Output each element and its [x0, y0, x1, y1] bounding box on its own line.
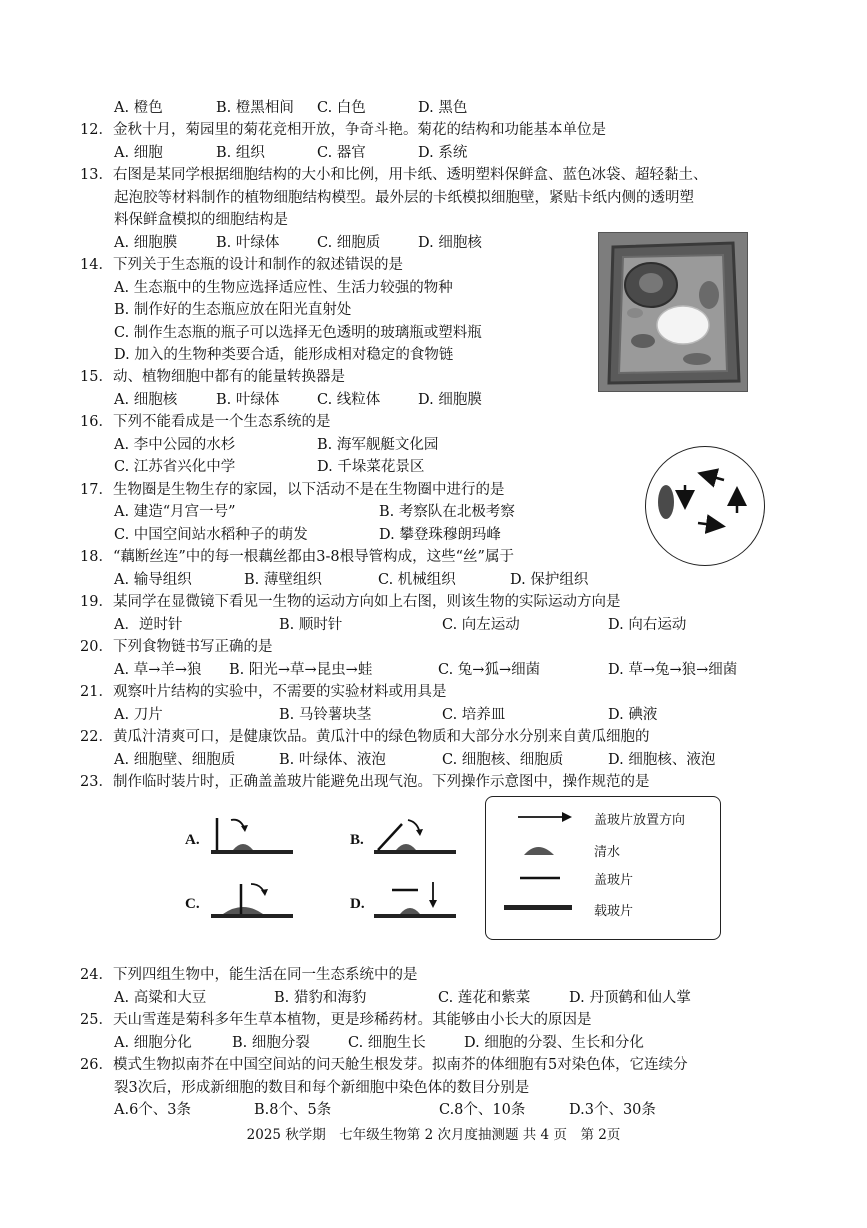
fig-c-drawing	[207, 876, 297, 924]
q17-option-c: C. 中国空间站水稻种子的萌发	[114, 527, 308, 543]
q12-option-c: C. 器官	[317, 145, 366, 161]
legend-water-icon	[522, 841, 558, 857]
page-footer: 2025 秋学期 七年级生物第 2 次月度抽测题 共 4 页 第 2页	[246, 1127, 621, 1143]
q26-stem-line-1: 26．模式生物拟南芥在中国空间站的问天舱生根发芽。拟南芥的体细胞有5对染色体，它连续分	[80, 1057, 688, 1073]
q13-option-b: B. 叶绿体	[216, 235, 280, 251]
q17-stem: 17．生物圈是生物生存的家园，以下活动不是在生物圈中进行的是	[80, 482, 505, 498]
q24-option-d: D. 丹顶鹤和仙人掌	[569, 990, 691, 1006]
q21-option-a: A. 刀片	[114, 707, 163, 723]
q19-stem: 19．某同学在显微镜下看见一生物的运动方向如上右图，则该生物的实际运动方向是	[80, 594, 621, 610]
q14-stem: 14．下列关于生态瓶的设计和制作的叙述错误的是	[80, 257, 403, 273]
q14-option-a: A. 生态瓶中的生物应选择适应性、生活力较强的物种	[114, 280, 453, 296]
q24-option-c: C. 莲花和紫菜	[438, 990, 531, 1006]
microscope-field-figure	[645, 446, 765, 566]
q18-option-d: D. 保护组织	[510, 572, 589, 588]
q24-option-a: A. 高粱和大豆	[114, 990, 207, 1006]
plant-cell-model-drawing	[599, 233, 747, 391]
q24-stem: 24．下列四组生物中，能生活在同一生态系统中的是	[80, 967, 418, 983]
q23-stem: 23．制作临时装片时，正确盖盖玻片能避免出现气泡。下列操作示意图中，操作规范的是	[80, 774, 650, 790]
q21-option-c: C. 培养皿	[442, 707, 506, 723]
legend-direction-label: 盖玻片放置方向	[594, 813, 686, 828]
q25-option-d: D. 细胞的分裂、生长和分化	[464, 1035, 644, 1051]
legend-water-label: 清水	[594, 845, 621, 860]
q16-stem: 16．下列不能看成是一个生态系统的是	[80, 414, 331, 430]
q15-option-c: C. 线粒体	[317, 392, 381, 408]
figure-legend	[485, 796, 721, 940]
q16-option-d: D. 千垛菜花景区	[317, 459, 425, 475]
q26-stem-line-2: 裂3次后，形成新细胞的数目和每个新细胞中染色体的数目分别是	[114, 1080, 530, 1096]
q19-option-a: A．逆时针	[114, 617, 183, 633]
q16-option-b: B. 海军舰艇文化园	[317, 437, 439, 453]
q13-option-d: D. 细胞核	[418, 235, 482, 251]
q17-option-d: D. 攀登珠穆朗玛峰	[379, 527, 501, 543]
q20-stem: 20．下列食物链书写正确的是	[80, 639, 273, 655]
q11-option-d: D. 黑色	[418, 100, 468, 116]
q14-option-b: B. 制作好的生态瓶应放在阳光直射处	[114, 302, 352, 318]
q13-option-a: A. 细胞膜	[114, 235, 178, 251]
q18-option-a: A. 输导组织	[114, 572, 192, 588]
q21-stem: 21．观察叶片结构的实验中，不需要的实验材料或用具是	[80, 684, 447, 700]
q22-option-b: B. 叶绿体、液泡	[279, 752, 386, 768]
q12-option-b: B. 组织	[216, 145, 265, 161]
q18-stem: 18．“藕断丝连”中的每一根藕丝都由3-8根导管构成，这些“丝”属于	[80, 549, 514, 565]
q13-stem-line-3: 料保鲜盒模拟的细胞结构是	[114, 212, 288, 228]
q22-option-a: A. 细胞壁、细胞质	[114, 752, 236, 768]
q22-option-d: D. 细胞核、液泡	[608, 752, 716, 768]
q26-option-a: A.6个、3条	[114, 1102, 192, 1118]
q16-option-a: A. 李中公园的水杉	[114, 437, 236, 453]
q22-option-c: C. 细胞核、细胞质	[442, 752, 564, 768]
q15-stem: 15．动、植物细胞中都有的能量转换器是	[80, 369, 345, 385]
q13-stem-line-1: 13．右图是某同学根据细胞结构的大小和比例，用卡纸、透明塑料保鲜盒、蓝色冰袋、超轻黏土、	[80, 167, 708, 183]
q18-option-c: C. 机械组织	[378, 572, 456, 588]
q11-option-a: A. 橙色	[114, 100, 163, 116]
fig-a-label: A.	[185, 832, 200, 848]
q25-stem: 25．天山雪莲是菊科多年生草本植物，更是珍稀药材。其能够由小长大的原因是	[80, 1012, 592, 1028]
q19-option-d: D. 向右运动	[608, 617, 687, 633]
fig-d-label: D.	[350, 896, 365, 912]
legend-coverslip-label: 盖玻片	[594, 873, 634, 888]
legend-coverslip-icon	[518, 873, 562, 883]
q15-option-d: D. 细胞膜	[418, 392, 482, 408]
fig-d-drawing	[370, 876, 460, 924]
q16-option-c: C. 江苏省兴化中学	[114, 459, 236, 475]
fig-a-drawing	[207, 812, 297, 860]
q20-option-a: A. 草→羊→狼	[114, 662, 202, 678]
plant-cell-model-image	[598, 232, 748, 392]
q12-stem: 12．金秋十月，菊园里的菊花竞相开放，争奇斗艳。菊花的结构和功能基本单位是	[80, 122, 606, 138]
legend-slide-label: 载玻片	[594, 904, 634, 919]
q25-option-a: A. 细胞分化	[114, 1035, 192, 1051]
q15-option-a: A. 细胞核	[114, 392, 178, 408]
q17-option-a: A. 建造“月宫一号”	[114, 504, 236, 520]
q13-stem-line-2: 起泡胶等材料制作的植物细胞结构模型。最外层的卡纸模拟细胞壁，紧贴卡纸内侧的透明塑	[114, 190, 694, 206]
coverslip-figures	[185, 812, 465, 932]
q20-option-c: C. 兔→狐→细菌	[438, 662, 541, 678]
q19-option-c: C. 向左运动	[442, 617, 520, 633]
legend-arrow-icon	[514, 809, 574, 825]
q25-option-c: C. 细胞生长	[348, 1035, 426, 1051]
fig-c-label: C.	[185, 896, 200, 912]
q14-option-c: C. 制作生态瓶的瓶子可以选择无色透明的玻璃瓶或塑料瓶	[114, 325, 482, 341]
q15-option-b: B. 叶绿体	[216, 392, 280, 408]
q26-option-b: B.8个、5条	[254, 1102, 332, 1118]
q11-option-c: C. 白色	[317, 100, 366, 116]
q19-option-b: B. 顺时针	[279, 617, 343, 633]
q21-option-d: D. 碘液	[608, 707, 658, 723]
q20-option-d: D. 草→兔→狼→细菌	[608, 662, 738, 678]
q21-option-b: B. 马铃薯块茎	[279, 707, 372, 723]
q25-option-b: B. 细胞分裂	[232, 1035, 310, 1051]
q24-option-b: B. 猎豹和海豹	[274, 990, 367, 1006]
q17-option-b: B. 考察队在北极考察	[379, 504, 515, 520]
movement-direction-drawing	[646, 447, 764, 565]
q11-option-b: B. 橙黑相间	[216, 100, 294, 116]
q20-option-b: B. 阳光→草→昆虫→蛙	[229, 662, 373, 678]
q18-option-b: B. 薄壁组织	[244, 572, 322, 588]
q26-option-d: D.3个、30条	[569, 1102, 656, 1118]
q12-option-d: D. 系统	[418, 145, 468, 161]
q12-option-a: A. 细胞	[114, 145, 163, 161]
fig-b-label: B.	[350, 832, 364, 848]
q26-option-c: C.8个、10条	[439, 1102, 526, 1118]
q13-option-c: C. 细胞质	[317, 235, 381, 251]
q14-option-d: D. 加入的生物种类要合适，能形成相对稳定的食物链	[114, 347, 454, 363]
q22-stem: 22．黄瓜汁清爽可口，是健康饮品。黄瓜汁中的绿色物质和大部分水分别来自黄瓜细胞的	[80, 729, 650, 745]
fig-b-drawing	[370, 812, 460, 860]
legend-slide-icon	[502, 903, 574, 913]
